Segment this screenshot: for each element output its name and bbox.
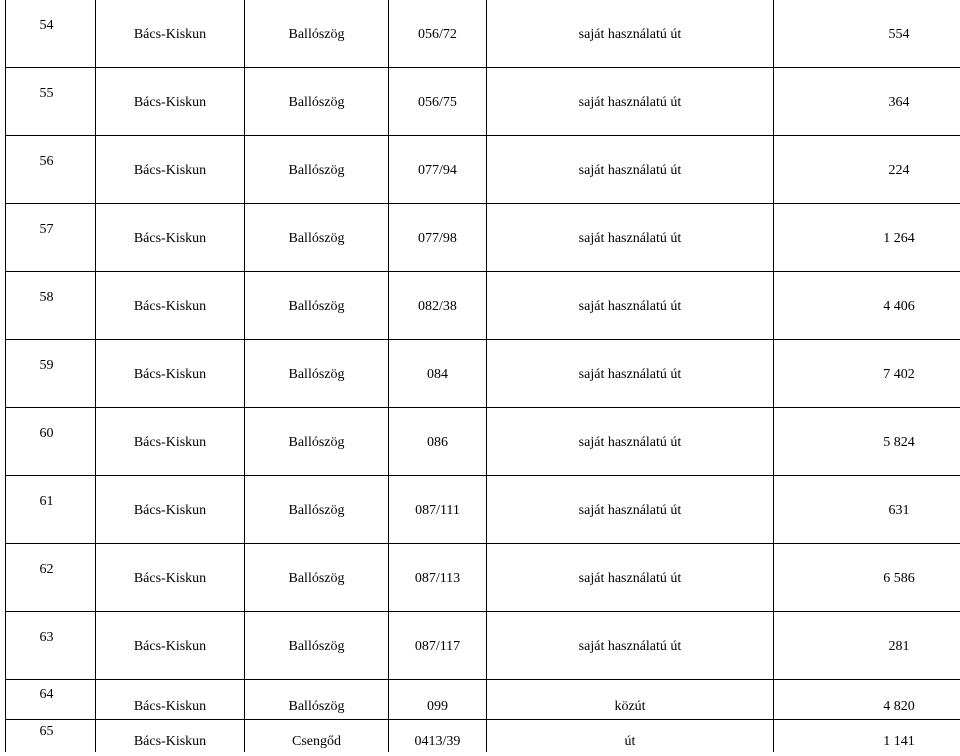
county-cell: [96, 0, 245, 68]
row-number: 59: [39, 358, 54, 373]
lot-cell: [389, 680, 487, 720]
land-use-cell: [487, 0, 774, 68]
county-value: Bács-Kiskun: [133, 571, 207, 586]
town-value: Ballószög: [288, 95, 345, 110]
town-cell: [245, 476, 389, 544]
area-value: 1 264: [883, 231, 915, 246]
row-number-cell: [6, 408, 96, 476]
area-value: 364: [888, 95, 910, 110]
county-cell: [96, 68, 245, 136]
land-use-value: saját használatú út: [578, 503, 682, 518]
row-number: 60: [39, 426, 54, 441]
area-value: 224: [888, 163, 910, 178]
area-value: 554: [888, 27, 910, 42]
land-use-value: saját használatú út: [578, 299, 682, 314]
row-number: 65: [39, 724, 54, 739]
area-cell: [774, 204, 960, 272]
row-number-cell: [6, 136, 96, 204]
county-value: Bács-Kiskun: [133, 367, 207, 382]
area-value: 631: [888, 503, 910, 518]
land-use-cell: [487, 204, 774, 272]
row-number: 56: [39, 154, 54, 169]
land-use-value: saját használatú út: [578, 95, 682, 110]
area-cell: [774, 476, 960, 544]
county-value: Bács-Kiskun: [133, 435, 207, 450]
area-cell: [774, 136, 960, 204]
lot-cell: [389, 0, 487, 68]
row-number: 54: [39, 18, 54, 33]
county-value: Bács-Kiskun: [133, 231, 207, 246]
area-cell: [774, 680, 960, 720]
land-use-value: saját használatú út: [578, 435, 682, 450]
county-value: Bács-Kiskun: [133, 734, 207, 749]
table-row: [6, 612, 960, 680]
county-cell: [96, 720, 245, 753]
parcel-table: [5, 0, 960, 752]
land-use-value: saját használatú út: [578, 367, 682, 382]
lot-cell: [389, 544, 487, 612]
town-value: Ballószög: [288, 503, 345, 518]
town-cell: [245, 544, 389, 612]
land-use-cell: [487, 136, 774, 204]
land-use-cell: [487, 340, 774, 408]
town-value: Ballószög: [288, 699, 345, 714]
lot-number: 099: [427, 699, 448, 714]
county-value: Bács-Kiskun: [133, 503, 207, 518]
table-row: [6, 272, 960, 340]
town-cell: [245, 612, 389, 680]
lot-cell: [389, 340, 487, 408]
row-number: 58: [39, 290, 54, 305]
row-number: 64: [39, 687, 54, 702]
town-value: Ballószög: [288, 231, 345, 246]
row-number-cell: [6, 680, 96, 720]
county-cell: [96, 612, 245, 680]
town-value: Ballószög: [288, 299, 345, 314]
table-row: [6, 476, 960, 544]
county-cell: [96, 408, 245, 476]
table-row: [6, 408, 960, 476]
town-value: Ballószög: [288, 639, 345, 654]
county-cell: [96, 476, 245, 544]
county-value: Bács-Kiskun: [133, 639, 207, 654]
row-number: 63: [39, 630, 54, 645]
row-number: 55: [39, 86, 54, 101]
row-number: 62: [39, 562, 54, 577]
town-cell: [245, 408, 389, 476]
row-number-cell: [6, 720, 96, 753]
town-value: Ballószög: [288, 367, 345, 382]
lot-cell: [389, 136, 487, 204]
area-cell: [774, 408, 960, 476]
table-row: [6, 340, 960, 408]
row-number: 61: [39, 494, 54, 509]
land-use-value: saját használatú út: [578, 571, 682, 586]
land-use-value: saját használatú út: [578, 163, 682, 178]
table-row: [6, 0, 960, 68]
table-row: [6, 204, 960, 272]
county-value: Bács-Kiskun: [133, 163, 207, 178]
table-row: [6, 68, 960, 136]
county-value: Bács-Kiskun: [133, 299, 207, 314]
lot-number: 087/113: [414, 571, 461, 586]
lot-number: 056/72: [418, 27, 457, 42]
lot-cell: [389, 612, 487, 680]
table-row: [6, 720, 960, 753]
county-cell: [96, 136, 245, 204]
land-use-cell: [487, 720, 774, 753]
lot-number: 077/94: [418, 163, 457, 178]
lot-number: 087/111: [415, 503, 460, 518]
town-cell: [245, 68, 389, 136]
land-use-cell: [487, 68, 774, 136]
row-number-cell: [6, 544, 96, 612]
town-cell: [245, 0, 389, 68]
row-number: 57: [39, 222, 54, 237]
area-value: 281: [888, 639, 910, 654]
county-cell: [96, 680, 245, 720]
town-value: Ballószög: [288, 163, 345, 178]
table-row: [6, 544, 960, 612]
town-cell: [245, 680, 389, 720]
land-use-value: saját használatú út: [578, 639, 682, 654]
lot-number: 082/38: [418, 299, 457, 314]
row-number-cell: [6, 272, 96, 340]
row-number-cell: [6, 204, 96, 272]
land-use-cell: [487, 544, 774, 612]
row-number-cell: [6, 340, 96, 408]
town-value: Ballószög: [288, 27, 345, 42]
row-number-cell: [6, 68, 96, 136]
row-number-cell: [6, 0, 96, 68]
area-value: 7 402: [883, 367, 915, 382]
lot-number: 077/98: [418, 231, 457, 246]
lot-number: 0413/39: [414, 734, 461, 749]
town-cell: [245, 720, 389, 753]
area-value: 1 141: [883, 734, 915, 749]
land-use-value: út: [624, 734, 636, 749]
area-value: 4 820: [883, 699, 915, 714]
row-number-cell: [6, 612, 96, 680]
lot-cell: [389, 720, 487, 753]
land-use-value: saját használatú út: [578, 27, 682, 42]
area-cell: [774, 612, 960, 680]
lot-number: 087/117: [414, 639, 461, 654]
land-use-cell: [487, 680, 774, 720]
lot-number: 084: [427, 367, 448, 382]
area-cell: [774, 0, 960, 68]
land-use-cell: [487, 272, 774, 340]
lot-cell: [389, 68, 487, 136]
area-value: 5 824: [883, 435, 915, 450]
county-value: Bács-Kiskun: [133, 699, 207, 714]
area-value: 6 586: [883, 571, 915, 586]
lot-number: 086: [427, 435, 448, 450]
county-cell: [96, 272, 245, 340]
area-cell: [774, 340, 960, 408]
table-row: [6, 680, 960, 720]
town-cell: [245, 272, 389, 340]
lot-cell: [389, 204, 487, 272]
lot-cell: [389, 408, 487, 476]
town-cell: [245, 136, 389, 204]
lot-cell: [389, 272, 487, 340]
town-value: Csengőd: [292, 734, 341, 749]
land-use-value: közút: [614, 699, 646, 714]
area-value: 4 406: [883, 299, 915, 314]
town-value: Ballószög: [288, 435, 345, 450]
town-value: Ballószög: [288, 571, 345, 586]
land-use-cell: [487, 476, 774, 544]
county-value: Bács-Kiskun: [133, 27, 207, 42]
land-use-value: saját használatú út: [578, 231, 682, 246]
row-number-cell: [6, 476, 96, 544]
lot-cell: [389, 476, 487, 544]
lot-number: 056/75: [418, 95, 457, 110]
area-cell: [774, 544, 960, 612]
county-cell: [96, 204, 245, 272]
town-cell: [245, 340, 389, 408]
county-cell: [96, 544, 245, 612]
county-cell: [96, 340, 245, 408]
area-cell: [774, 272, 960, 340]
area-cell: [774, 720, 960, 753]
table-row: [6, 136, 960, 204]
town-cell: [245, 204, 389, 272]
land-use-cell: [487, 408, 774, 476]
county-value: Bács-Kiskun: [133, 95, 207, 110]
area-cell: [774, 68, 960, 136]
land-use-cell: [487, 612, 774, 680]
